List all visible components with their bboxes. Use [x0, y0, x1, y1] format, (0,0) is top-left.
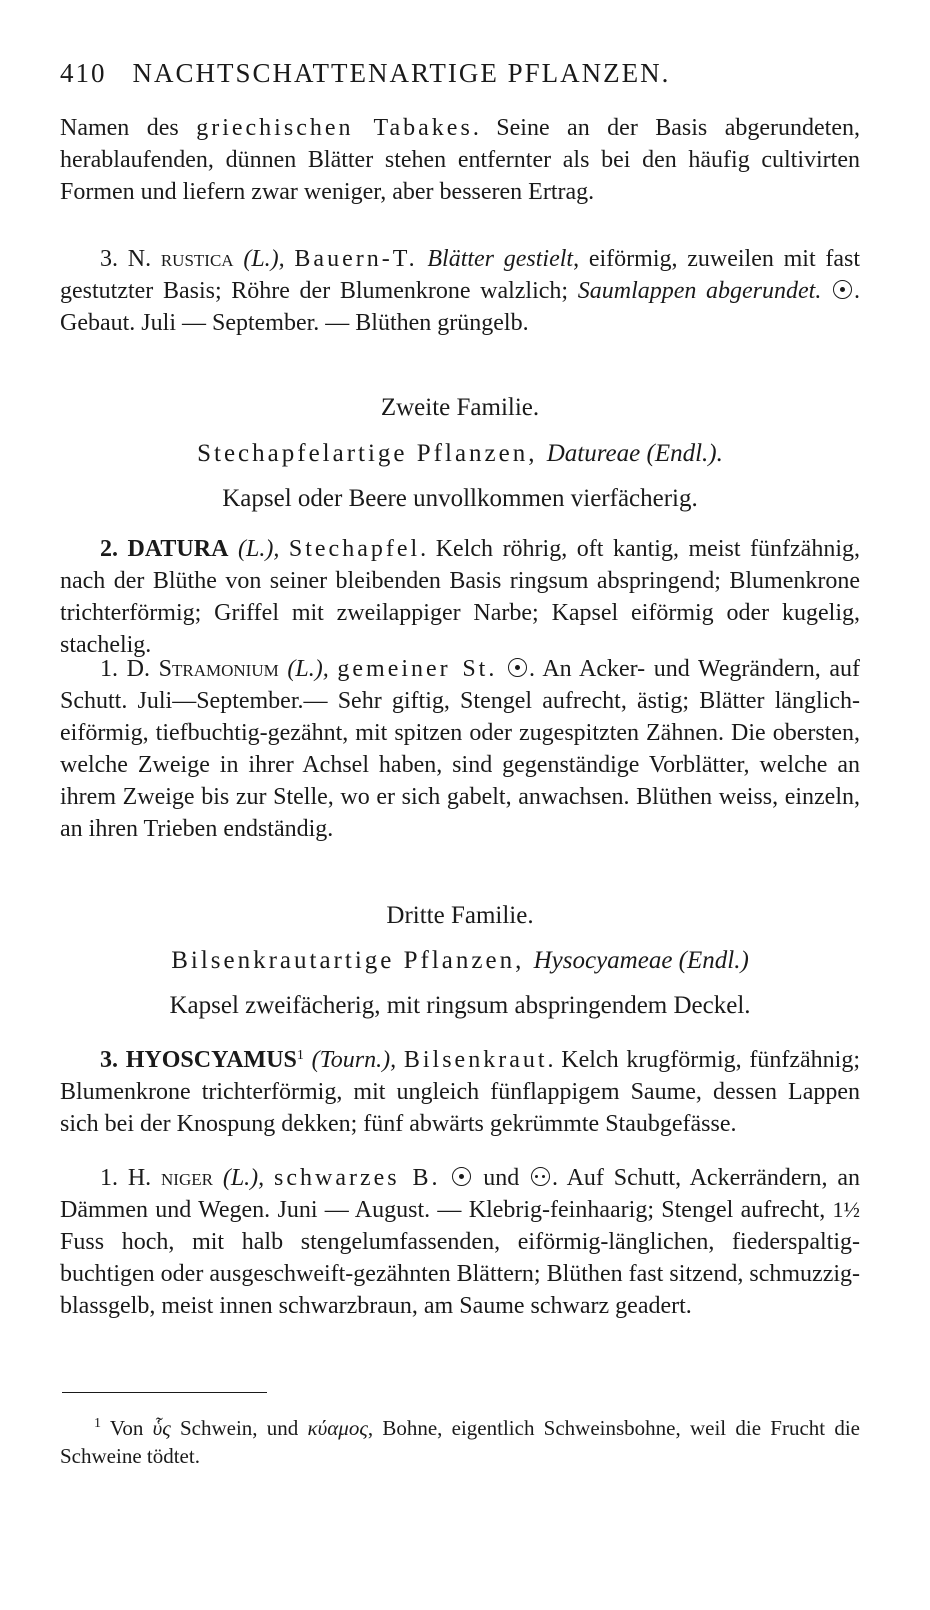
family-description-hysocyameae: Kapsel zweifächerig, mit ringsum abspringendem Deckel. [169, 992, 751, 1019]
common-name: Bauern-T. [294, 246, 418, 272]
family-name-hysocyameae [60, 945, 860, 977]
text-run [418, 246, 428, 272]
genus-hyoscyamus [60, 1040, 860, 1140]
species-name: niger [161, 1165, 213, 1191]
footnote-mark: 1 [94, 1416, 101, 1431]
common-name: Stechapfel [288, 536, 421, 562]
common-name: gemeiner St. [337, 656, 498, 682]
species-name: rustica [160, 246, 234, 272]
species-author: (L.), [212, 1165, 275, 1191]
annual-plant-icon [452, 1167, 471, 1186]
species-number: 3. N. [100, 246, 161, 272]
family-name-datureae [60, 438, 860, 470]
annual-plant-icon [508, 658, 527, 677]
common-name: Bilsenkraut [403, 1047, 548, 1073]
genus-name: 3. HYOSCYAMUS [100, 1047, 297, 1073]
family-german-name: Stechapfelartige Pflanzen, [197, 440, 547, 467]
species-hyoscyamus-niger [60, 1162, 860, 1322]
species-nicotiana-rustica [60, 243, 860, 339]
greek-word: ὗς [152, 1416, 171, 1440]
text-run: . Seine an der Basis abgerundeten, herablaufenden, dünnen Blätter stehen entfernter als bei den häufig cultivirten Formen und liefern zwar weniger, aber besseren Ertrag. [60, 115, 861, 205]
genus-author: (L.), [228, 536, 289, 562]
family-description-datureae: Kapsel oder Beere unvollkommen vierfächerig. [222, 485, 698, 512]
text-run: . Auf Schutt, Ackerrändern, an Dämmen und Wegen. Juni — August. — Klebrig-feinhaarig; Stengel aufrecht, [60, 1165, 861, 1223]
genus-author: (Tourn.), [303, 1047, 404, 1073]
emphasized-term: griechischen Tabakes [196, 115, 473, 141]
footnote [60, 1410, 860, 1470]
fraction-value: 1½ [832, 1197, 860, 1222]
footnote-reference: 1 [296, 1048, 304, 1063]
text-run: , eiförmig, zuweilen mit fast gestutzter Basis; Röhre der Blumenkrone walzlich; [60, 246, 861, 304]
text-run: . An Acker- und Wegrändern, auf Schutt. Juli—September.— Sehr giftig, Stengel aufrecht, ästig; Blätter länglich-eiförmig, tiefbuchtig-gezähnt, mit spitzen oder zugespitzten Zähnen. Die obersten, welche Zweige in ihrer Achsel haben, sind gegenständige Vorblätter, welche an ihrem Zweige bis zur Stelle, wo er sich gabelt, anwachsen. Blüthen weiss, einzeln, an ihren Trieben endständig. [60, 656, 860, 842]
species-datura-stramonium [60, 653, 860, 845]
page-number: 410 [60, 58, 107, 88]
species-name: Stramonium [158, 656, 279, 682]
text-run: Von [101, 1416, 153, 1440]
family-german-name: Bilsenkrautartige Pflanzen, [171, 947, 534, 974]
footnote-divider [62, 1392, 267, 1393]
text-run: . Kelch röhrig, oft kantig, meist fünfzähnig, nach der Blüthe von seiner bleibenden Basis ringsum abspringend; Blumenkrone trichterförmig; Griffel mit zweilappiger Narbe; Kapsel eiförmig oder kugelig, stachelig. [60, 536, 861, 658]
common-name: schwarzes B. [274, 1165, 441, 1191]
family-latin-name: Hysocyameae [533, 947, 673, 974]
species-number: 1. H. [100, 1165, 162, 1191]
text-run: Schwein, und [170, 1416, 308, 1440]
diagnostic-italic: Saumlappen abgerundet. [577, 278, 822, 304]
family-latin-name: Datureae [546, 440, 641, 467]
biennial-plant-icon [531, 1167, 550, 1186]
text-run: Fuss hoch, mit halb stengelumfassenden, eiförmig-länglichen, fiederspaltig-buchtigen oder ausgeschweift-gezähnten Blättern; Blüthen fast sitzend, schmuzzig-blassgelb, meist innen schwarzbraun, am Saume schwarz geadert. [60, 1229, 860, 1319]
greek-word: κύαμος [307, 1416, 368, 1440]
diagnostic-italic: Blätter gestielt [427, 246, 574, 272]
genus-datura [60, 533, 860, 661]
text-run: und [473, 1165, 530, 1191]
text-run: Namen des [60, 115, 197, 141]
family-heading-dritte: Dritte Familie. [386, 902, 534, 929]
text-run: , Bohne, eigentlich Schweinsbohne, weil die Frucht die Schweine tödtet. [60, 1416, 860, 1468]
genus-name: 2. DATURA [100, 536, 229, 562]
annual-plant-icon [833, 280, 852, 299]
text-run: . Kelch krugförmig, fünfzähnig; Blumenkrone trichterförmig, mit ungleich fünflappigem Saume, dessen Lappen sich bei der Knospung dekken; fünf abwärts gekrümmte Staubgefässe. [60, 1047, 860, 1137]
species-number: 1. D. [100, 656, 159, 682]
running-header [60, 58, 880, 89]
family-author: (Endl.). [640, 440, 723, 467]
family-author: (Endl.) [672, 947, 749, 974]
species-author: (L.), [233, 246, 295, 272]
species-author: (L.), [278, 656, 338, 682]
family-heading-zweite: Zweite Familie. [380, 394, 540, 421]
text-run: . Gebaut. Juli — September. — Blüthen grüngelb. [60, 278, 860, 336]
paragraph-tabak-continuation [60, 112, 860, 208]
running-title: NACHTSCHATTENARTIGE PFLANZEN. [132, 58, 671, 88]
